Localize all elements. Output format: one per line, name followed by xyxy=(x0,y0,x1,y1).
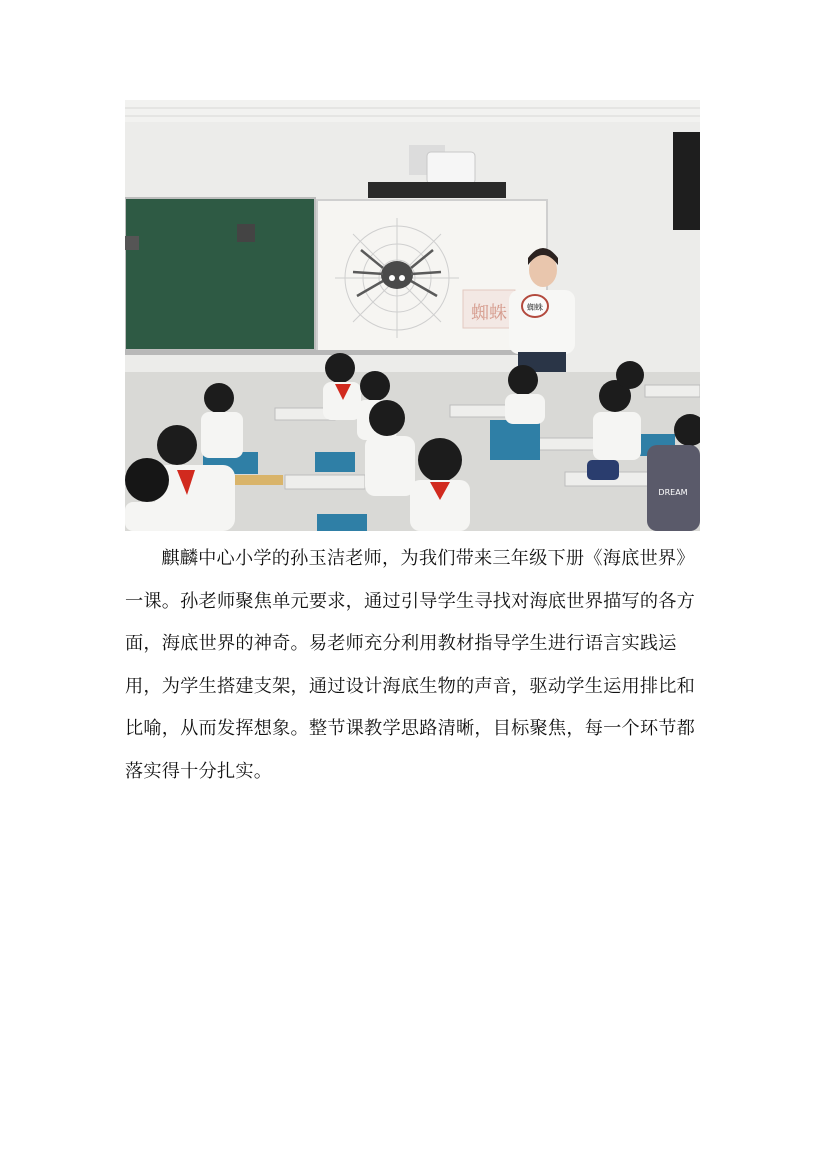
paragraph-sentence-2: 孙老师聚焦单元要求，通过引导学生寻找对海底世界描写的各方面，海底世界的神奇。 xyxy=(125,590,696,654)
wall-monitor xyxy=(673,132,700,230)
paragraph-sentence-3: 易老师充分利用教材指导学生进行语言实践运用，为学生搭建支架，通过设计海底生物的声音，驱动学生运用排比和比喻，从而发挥想象。 xyxy=(125,633,696,739)
speaker-bar xyxy=(368,182,506,198)
projector xyxy=(427,152,475,184)
screen-word-text: 蜘蛛 xyxy=(471,303,507,324)
article-paragraph xyxy=(125,538,705,793)
ceiling xyxy=(125,100,700,122)
teacher-word-card-text: 蜘蛛 xyxy=(527,303,543,312)
paragraph-sentence-1: 麒麟中心小学的孙玉洁老师，为我们带来三年级下册《海底世界》一课。 xyxy=(125,548,695,612)
classroom-illustration xyxy=(125,100,700,531)
pencil-case xyxy=(587,460,619,480)
shirt-print-text: DREAM xyxy=(658,488,688,497)
textbook xyxy=(235,475,283,485)
classroom-photo xyxy=(125,100,700,531)
chalkboard xyxy=(125,198,315,350)
chalkboard-magnet xyxy=(237,224,255,242)
paragraph-sentence-4: 整节课教学思路清晰，目标聚焦，每一个环节都落实得十分扎实。 xyxy=(125,718,696,782)
chalkboard-magnet xyxy=(125,236,139,250)
